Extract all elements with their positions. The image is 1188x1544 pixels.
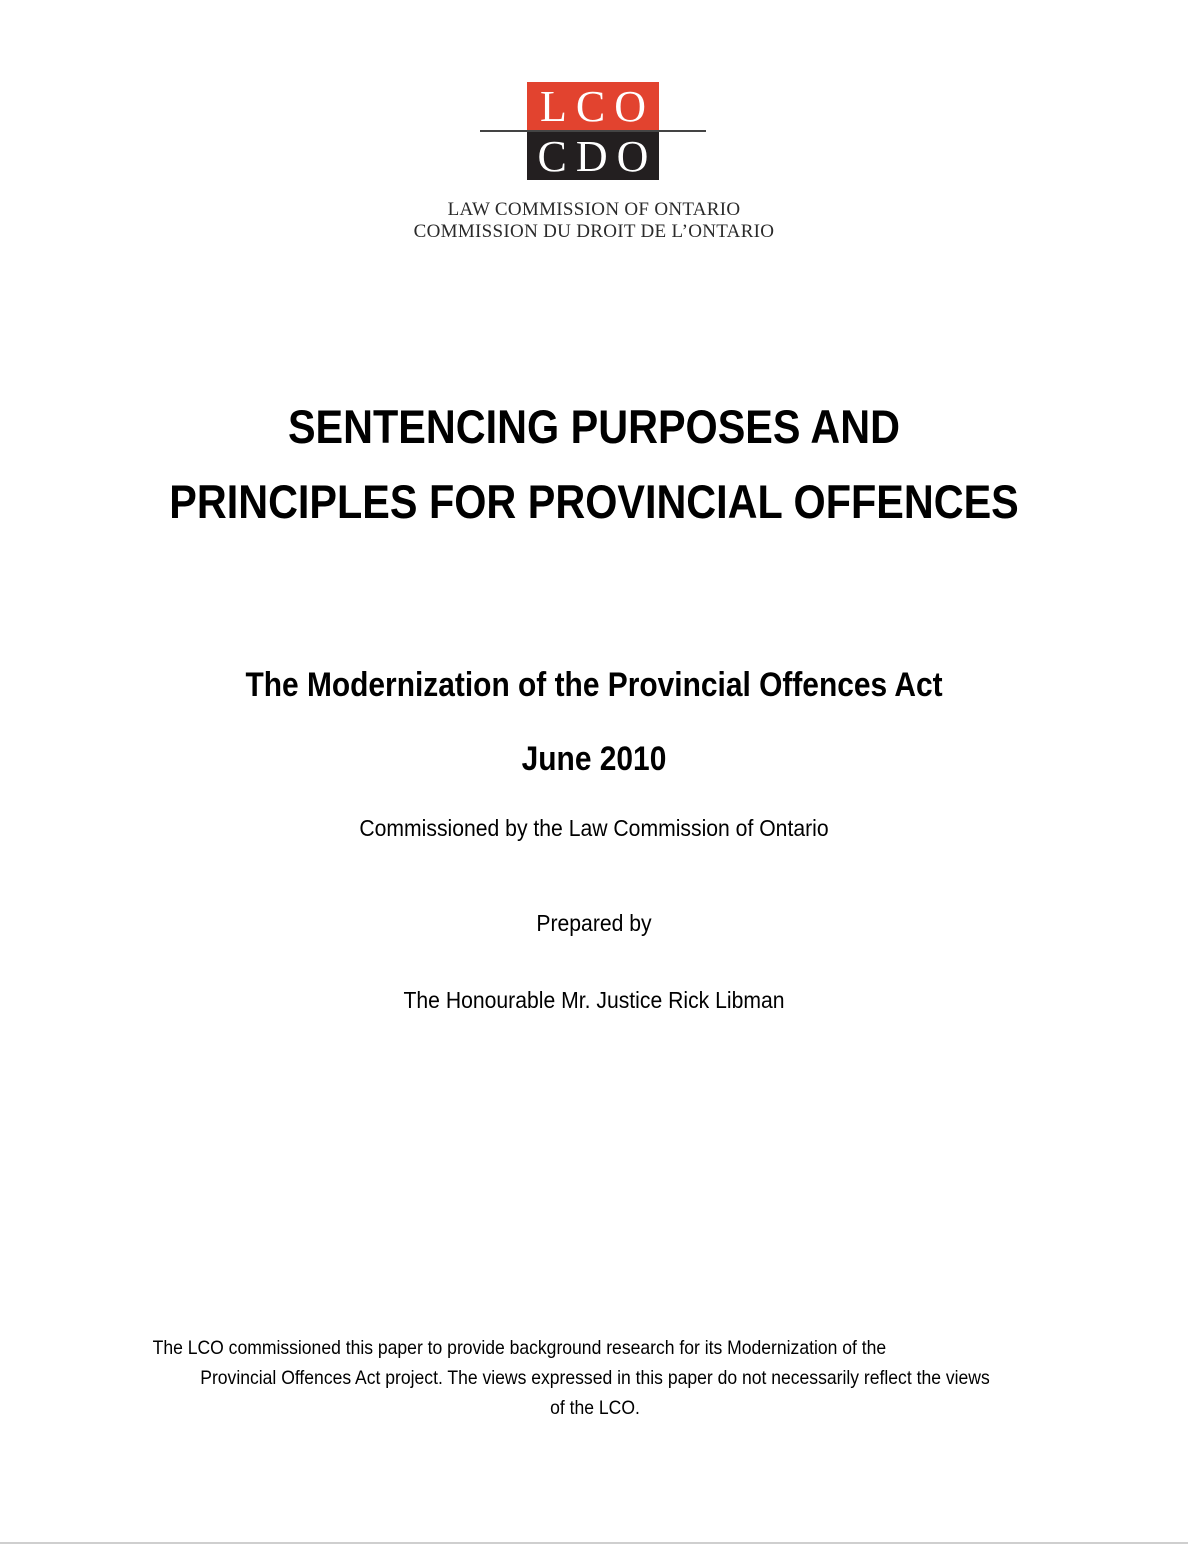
- commissioned-by-text: Commissioned by the Law Commission of Ontario: [359, 815, 829, 841]
- organization-name-english: LAW COMMISSION OF ONTARIO: [447, 199, 741, 220]
- document-subtitle: The Modernization of the Provincial Offences Act: [245, 666, 943, 704]
- author-name: The Honourable Mr. Justice Rick Libman: [403, 987, 785, 1013]
- disclaimer-line-1: The LCO commissioned this paper to provide background research for its Modernization of the: [152, 1337, 887, 1359]
- disclaimer-line-2: Provincial Offences Act project. The views expressed in this paper do not necessarily reflect the views: [200, 1367, 990, 1389]
- publication-date: June 2010: [521, 740, 667, 778]
- logo-top-block: LCO: [527, 82, 659, 130]
- organization-name-french: COMMISSION DU DROIT DE L’ONTARIO: [413, 221, 775, 242]
- disclaimer-paragraph: [140, 1333, 1050, 1423]
- document-title-line-2: PRINCIPLES FOR PROVINCIAL OFFENCES: [169, 475, 1019, 528]
- document-title-line-1: SENTENCING PURPOSES AND: [287, 400, 901, 453]
- logo-bottom-block: CDO: [527, 132, 659, 180]
- disclaimer-line-3: of the LCO.: [550, 1397, 640, 1419]
- prepared-by-label: Prepared by: [536, 910, 652, 936]
- lco-logo: [480, 82, 706, 180]
